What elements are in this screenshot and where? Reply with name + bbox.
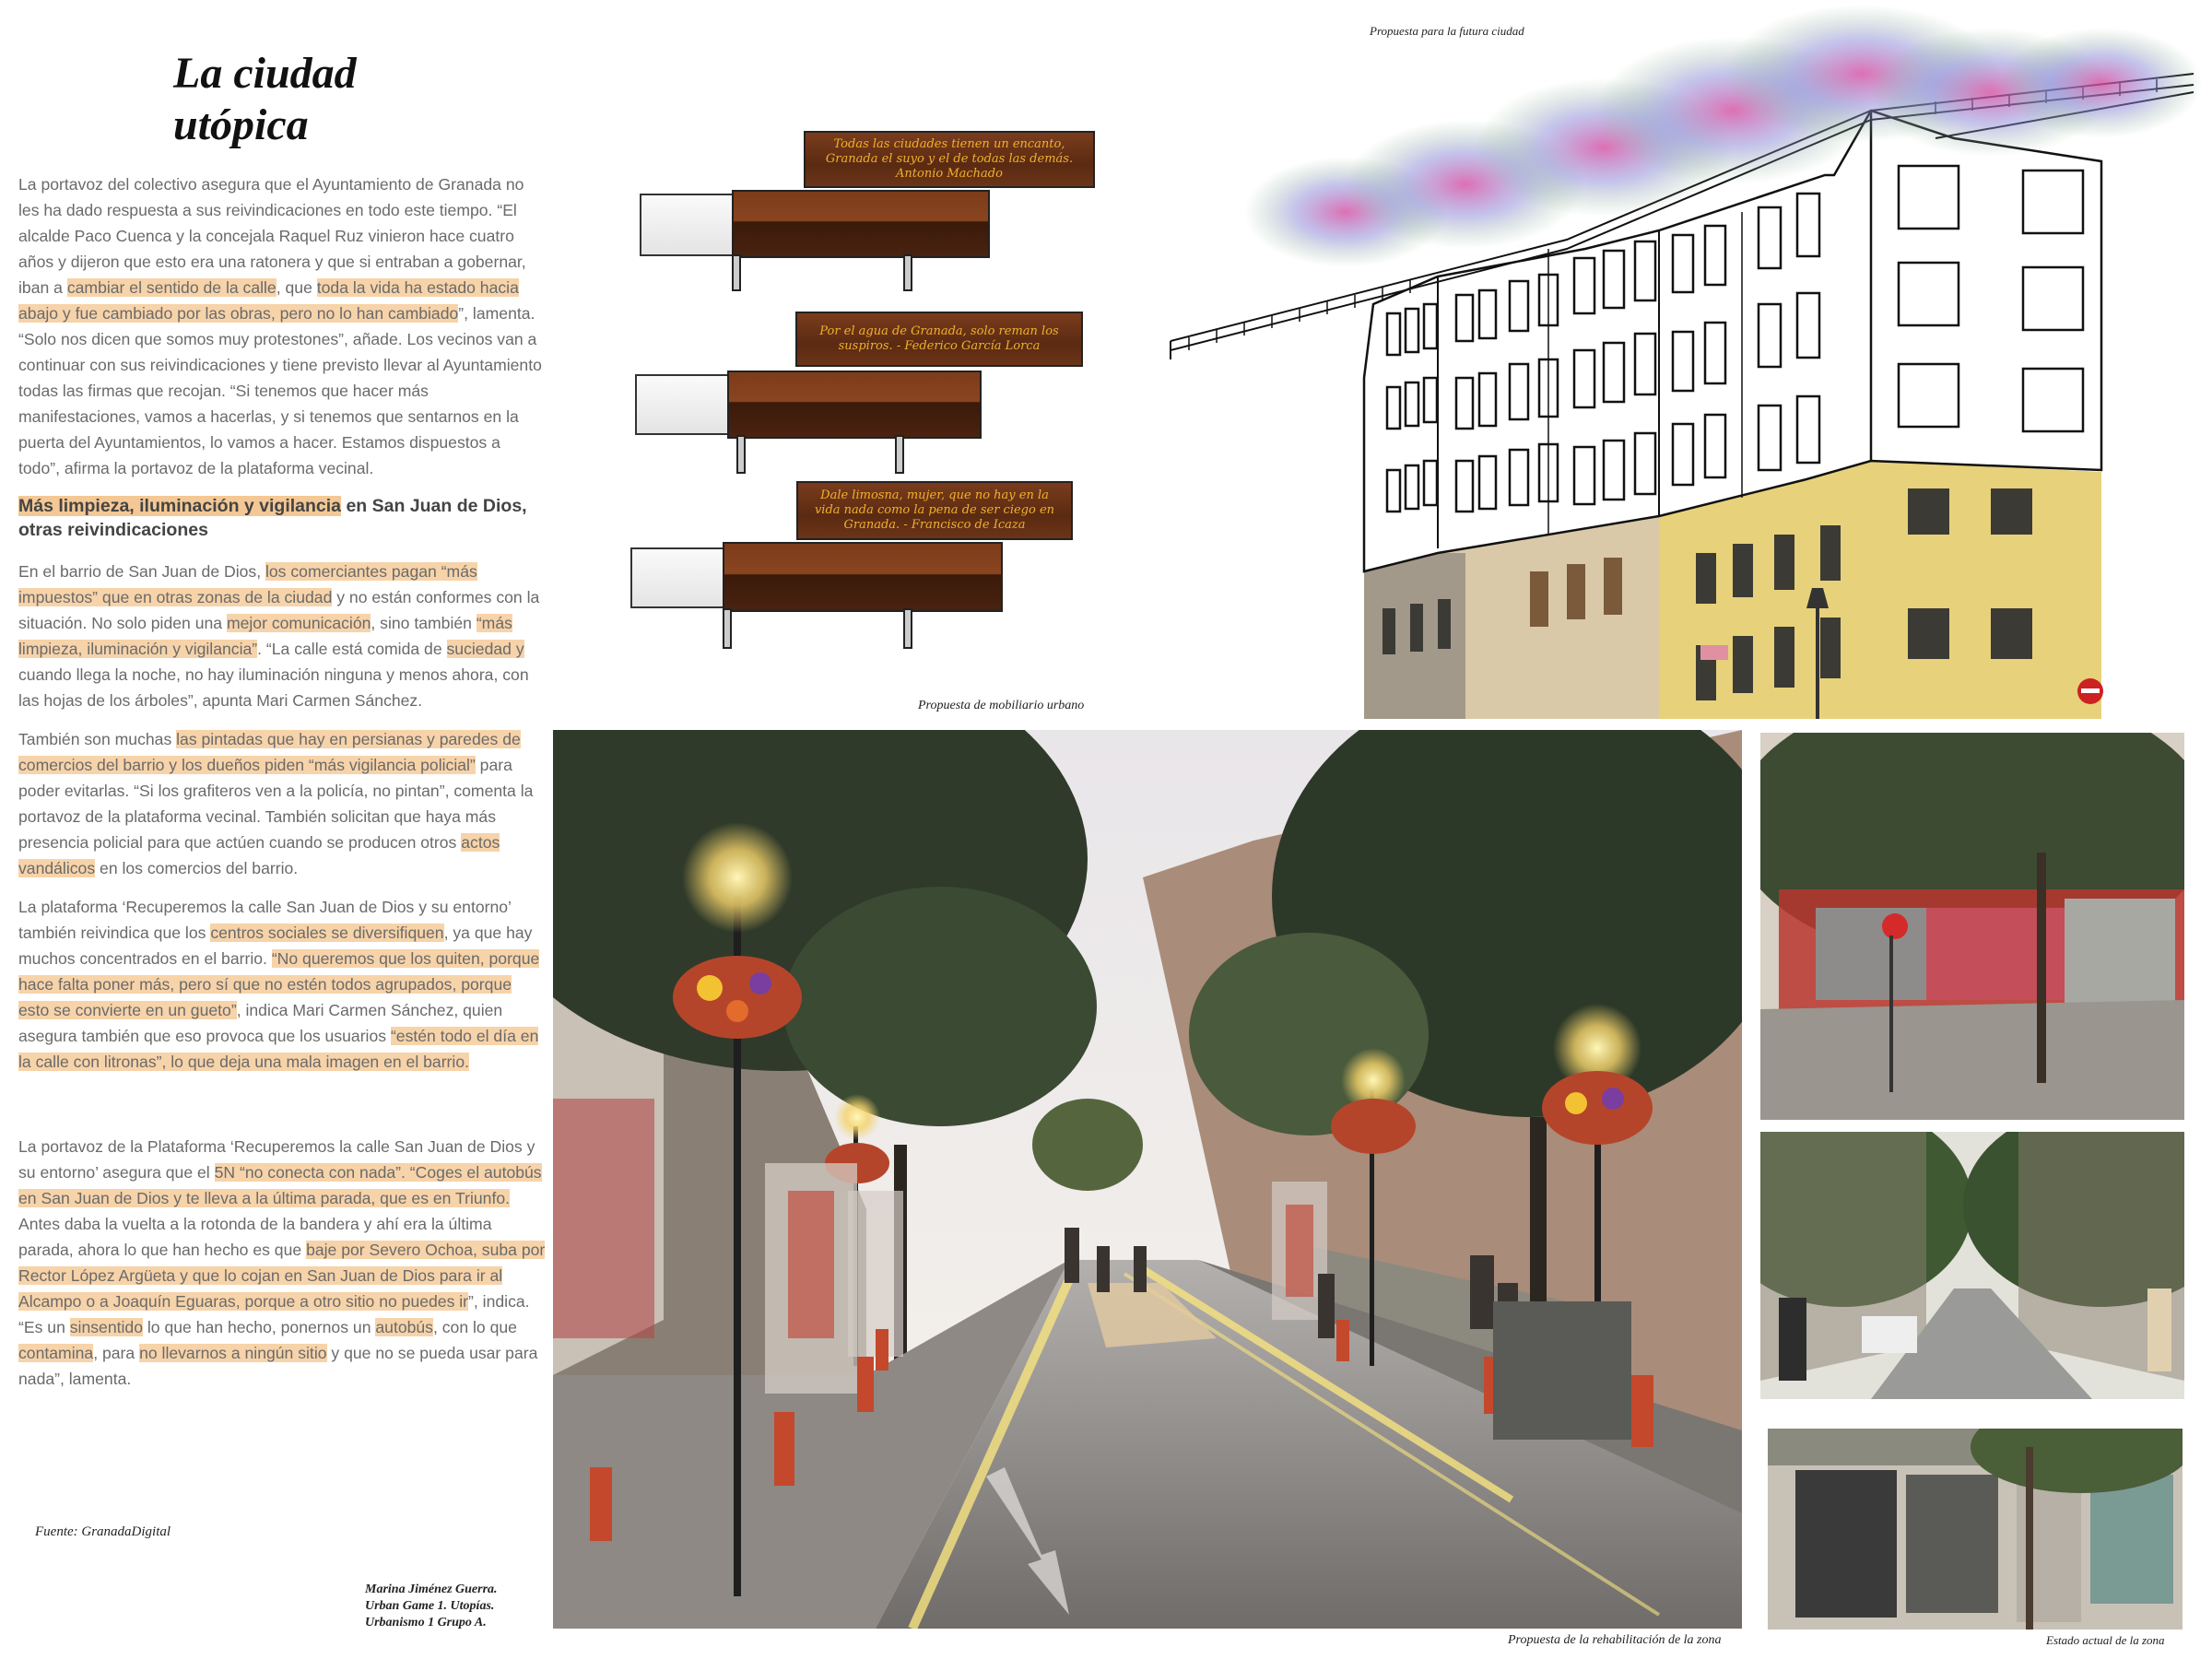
- author-credit: Marina Jiménez Guerra. Urban Game 1. Utopías. Urbanismo 1 Grupo A.: [365, 1583, 498, 1630]
- paragraph-2: En el barrio de San Juan de Dios, los comerciantes pagan “más impuestos” que en otras zonas de la ciudad y no están conformes con la situación. No solo piden una mejor comunicación, sino también “más limpieza, iluminación y vigilancia”. “La calle está comida de suciedad y cuando llega la noche, no hay iluminación ninguna y menos ahora, con las hojas de los árboles”, apunta Mari Carmen Sánchez.: [18, 562, 540, 710]
- page-title: La ciudad utópica: [173, 49, 357, 149]
- bench-leg: [903, 608, 912, 649]
- bench-quote-sign-2: Por el agua de Granada, solo reman los suspiros. - Federico García Lorca: [795, 312, 1083, 367]
- bench-seat: [727, 371, 982, 439]
- future-city-svg: [1161, 0, 2212, 719]
- bench-leg: [895, 435, 904, 474]
- rehabilitation-proposal-image: [553, 730, 1742, 1629]
- future-city-caption: Propuesta para la futura ciudad: [1370, 24, 1524, 38]
- bench-leg: [903, 254, 912, 291]
- current-photo-1-svg: [1760, 733, 2184, 1120]
- section-heading: Más limpieza, iluminación y vigilancia en San Juan de Dios, otras reivindicaciones: [18, 496, 527, 540]
- paragraph-5: La portavoz de la Plataforma ‘Recuperemos la calle San Juan de Dios y su entorno’ asegura que el 5N “no conecta con nada”. “Coges el autobús en San Juan de Dios y te lleva a la última parada, que es en Triunfo. Antes daba la vuelta a la rotonda de la bandera y ahí era la última parada, ahora lo que han hecho es que baje por Severo Ochoa, suba por Rector López Argüeta y que lo cojan en San Juan de Dios para ir al Alcampo o a Joaquín Eguaras, porque a otro sitio no puedes ir”, indica. “Es un sinsentido lo que han hecho, ponernos un autobús, con lo que contamina, para no llevarnos a ningún sitio y que no se pueda usar para nada”, lamenta.: [18, 1137, 546, 1388]
- source-credit: Fuente: GranadaDigital: [35, 1524, 171, 1539]
- bench-proposal-2: [631, 310, 1092, 476]
- paragraph-3: También son muchas las pintadas que hay en persianas y paredes de comercios del barrio y los dueños piden “más vigilancia policial” para poder evitarlas. “Si los grafiteros ven a la policía, no pintan”, comenta la portavoz de la plataforma vecinal. También solicitan que haya más presencia policial para que actúen cuando se producen otros actos vandálicos en los comercios del barrio.: [18, 730, 534, 877]
- bench-leg: [736, 435, 746, 474]
- current-photo-2-svg: [1760, 1132, 2184, 1399]
- rehabilitation-svg: [553, 730, 1742, 1629]
- bench-seat: [723, 542, 1003, 612]
- bench-end: [630, 547, 730, 608]
- bench-end: [640, 194, 739, 256]
- rehabilitation-caption: Propuesta de la rehabilitación de la zona: [1508, 1633, 1722, 1647]
- current-state-caption: Estado actual de la zona: [2046, 1633, 2165, 1647]
- bench-leg: [732, 254, 741, 291]
- bench-caption: Propuesta de mobiliario urbano: [918, 699, 1085, 712]
- bench-leg: [723, 608, 732, 649]
- current-state-photo-1: [1760, 733, 2184, 1120]
- current-photo-3-svg: [1768, 1429, 2183, 1630]
- bench-end: [635, 374, 735, 435]
- paragraph-4: La plataforma ‘Recuperemos la calle San Juan de Dios y su entorno’ también reivindica que los centros sociales se diversifiquen, ya que hay muchos concentrados en el barrio. “No queremos que los quiten, porque hace falta poner más, pero sí que no estén todos agrupados, porque esto se convierte en un gueto”, indica Mari Carmen Sánchez, quien asegura también que eso provoca que los usuarios “estén todo el día en la calle con litronas”, lo que deja una mala imagen en el barrio.: [18, 898, 540, 1071]
- bench-seat: [732, 190, 990, 258]
- bench-proposal-1: [636, 129, 1097, 295]
- article-text: [18, 171, 546, 1405]
- bench-proposal-3: [627, 479, 1088, 654]
- bench-quote-sign-3: Dale limosna, mujer, que no hay en la vida nada como la pena de ser ciego en Granada. - Francisco de Icaza: [796, 481, 1073, 540]
- paragraph-1: La portavoz del colectivo asegura que el Ayuntamiento de Granada no les ha dado respuesta a sus reivindicaciones en todo este tiempo. “El alcalde Paco Cuenca y la concejala Raquel Ruz vinieron hace cuatro años y dijeron que esto era una ratonera y que si entraban a gobernar, iban a cambiar el sentido de la calle, que toda la vida ha estado hacia abajo y fue cambiado por las obras, pero no lo han cambiado”, lamenta. “Solo nos dicen que somos muy protestones”, añade. Los vecinos van a continuar con sus reivindicaciones y tiene previsto llevar al Ayuntamiento todas las firmas que recojan. “Si tenemos que hacer más manifestaciones, vamos a hacerlas, y si tenemos que sentarnos en la puerta del Ayuntamientos, lo vamos a hacer. Estamos dispuestos a todo”, afirma la portavoz de la plataforma vecinal.: [18, 175, 542, 477]
- current-state-photo-2: [1760, 1132, 2184, 1399]
- current-state-photo-3: [1768, 1429, 2183, 1630]
- future-city-sketch: [1161, 0, 2212, 719]
- bench-quote-sign-1: Todas las ciudades tienen un encanto, Granada el suyo y el de todas las demás. Antonio Machado: [804, 131, 1095, 188]
